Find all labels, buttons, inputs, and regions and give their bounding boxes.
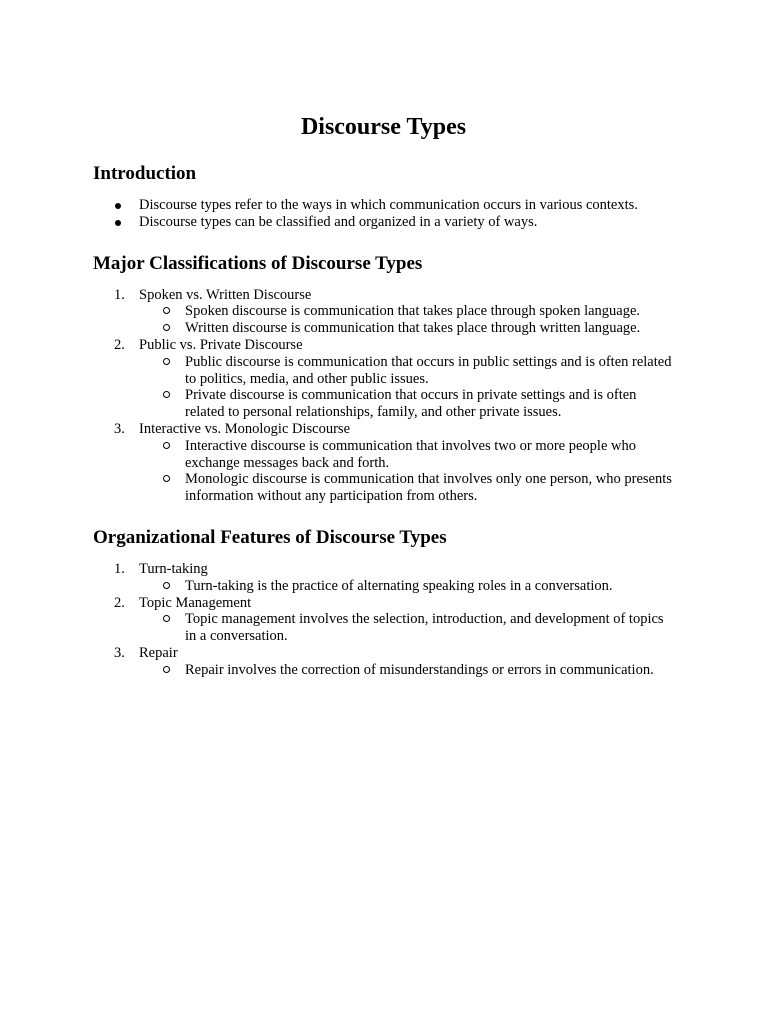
hollow-bullet-icon (163, 475, 170, 482)
sub-item-text: Private discourse is communication that occurs in private settings and is often related to personal relationships, family, and other private issues. (185, 387, 637, 421)
list-item (93, 214, 674, 231)
sub-list-item (139, 438, 674, 472)
sub-list (139, 438, 674, 505)
hollow-bullet-icon (163, 324, 170, 331)
sub-list-item (139, 303, 674, 320)
hollow-bullet-icon (163, 615, 170, 622)
sub-list-item (139, 611, 674, 645)
hollow-bullet-icon (163, 582, 170, 589)
item-label: Spoken vs. Written Discourse (139, 286, 312, 303)
bullet-icon (115, 203, 121, 209)
sub-item-text: Repair involves the correction of misunderstandings or errors in communication. (185, 661, 654, 678)
sub-list-item (139, 662, 674, 679)
section-heading-introduction: Introduction (93, 163, 197, 184)
item-label: Turn-taking (139, 560, 208, 577)
sub-list-item (139, 471, 674, 505)
hollow-bullet-icon (163, 442, 170, 449)
introduction-bullet-list (93, 197, 674, 231)
item-label: Repair (139, 644, 178, 661)
sub-list (139, 354, 674, 421)
item-number: 2. (114, 594, 125, 611)
hollow-bullet-icon (163, 307, 170, 314)
sub-item-text: Turn-taking is the practice of alternating speaking roles in a conversation. (185, 577, 613, 594)
item-number: 1. (114, 560, 125, 577)
hollow-bullet-icon (163, 666, 170, 673)
sub-list-item (139, 578, 674, 595)
sub-item-text: Topic management involves the selection, introduction, and development of topics in a conversation. (185, 611, 664, 645)
sub-list (139, 303, 674, 337)
sub-list (139, 611, 674, 645)
sub-item-text: Spoken discourse is communication that takes place through spoken language. (185, 303, 641, 320)
sub-list-item (139, 354, 674, 388)
sub-item-text: Public discourse is communication that occurs in public settings and is often related to politics, media, and other public issues. (185, 353, 672, 387)
list-item (93, 287, 674, 337)
sub-item-text: Interactive discourse is communication that involves two or more people who exchange messages back and forth. (185, 437, 636, 471)
page-title: Discourse Types (300, 114, 467, 140)
sub-item-text: Written discourse is communication that takes place through written language. (185, 320, 641, 337)
hollow-bullet-icon (163, 358, 170, 365)
item-number: 3. (114, 420, 125, 437)
item-number: 1. (114, 286, 125, 303)
hollow-bullet-icon (163, 391, 170, 398)
item-number: 3. (114, 644, 125, 661)
list-item (93, 595, 674, 645)
item-number: 2. (114, 336, 125, 353)
sub-list-item (139, 320, 674, 337)
major-classifications-list (93, 287, 674, 505)
bullet-icon (115, 220, 121, 226)
sub-list (139, 662, 674, 679)
section-heading-major-classifications: Major Classifications of Discourse Types (93, 252, 423, 274)
sub-item-text: Monologic discourse is communication that involves only one person, who presents information without any participation from others. (185, 471, 672, 505)
sub-list (139, 578, 674, 595)
list-item (93, 197, 674, 214)
item-label: Topic Management (139, 594, 252, 611)
list-item (93, 421, 674, 505)
list-item (93, 645, 674, 679)
bullet-text: Discourse types can be classified and organized in a variety of ways. (139, 213, 538, 230)
list-item (93, 337, 674, 421)
sub-list-item (139, 387, 674, 421)
organizational-features-list (93, 561, 674, 679)
section-heading-organizational-features: Organizational Features of Discourse Types (93, 526, 447, 548)
list-item (93, 561, 674, 595)
item-label: Public vs. Private Discourse (139, 336, 303, 353)
bullet-text: Discourse types refer to the ways in which communication occurs in various contexts. (139, 197, 638, 213)
item-label: Interactive vs. Monologic Discourse (139, 420, 351, 437)
